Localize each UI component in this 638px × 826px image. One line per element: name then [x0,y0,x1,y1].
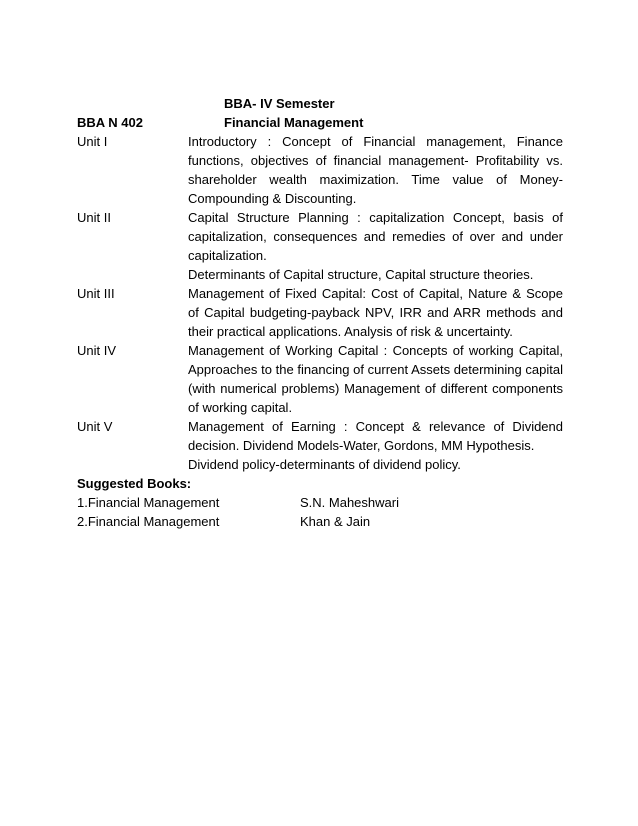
unit-label: Unit I [77,134,108,149]
unit-description [188,284,563,341]
unit-paragraph: Introductory : Concept of Financial management, Finance functions, objectives of financial management- Profitability vs. shareholder wealth maximization. Time value of Money- Compounding & Discounting. [188,134,563,206]
unit-label: Unit V [77,419,113,434]
suggested-books-heading: Suggested Books: [77,476,192,491]
book-item [77,512,563,531]
book-author: S.N. Maheshwari [300,495,399,510]
unit-label: Unit II [77,210,111,225]
unit-paragraph: Determinants of Capital structure, Capital structure theories. [188,267,534,282]
unit-row [77,284,563,341]
unit-label: Unit IV [77,343,117,358]
course-code: BBA N 402 [77,115,143,130]
unit-paragraph: Capital Structure Planning : capitalization Concept, basis of capitalization, consequences and remedies of over and under capitalization. [188,210,563,263]
unit-row [77,417,563,474]
unit-paragraph: Management of Earning : Concept & relevance of Dividend decision. Dividend Models-Water, Gordons, MM Hypothesis. [188,419,563,453]
unit-paragraph: Dividend policy-determinants of dividend policy. [188,457,461,472]
unit-description [188,208,563,284]
book-title: 2.Financial Management [77,514,220,529]
unit-description [188,341,563,417]
book-title: 1.Financial Management [77,495,220,510]
unit-description [188,417,563,474]
unit-row [77,208,563,284]
semester-heading: BBA- IV Semester [224,96,335,111]
unit-description [188,132,563,208]
unit-paragraph: Management of Fixed Capital: Cost of Capital, Nature & Scope of Capital budgeting-payback NPV, IRR and ARR methods and their practical applications. Analysis of risk & uncertainty. [188,286,563,339]
unit-label: Unit III [77,286,115,301]
unit-paragraph: Management of Working Capital : Concepts of working Capital, Approaches to the financing of current Assets determining capital (with numerical problems) Management of different components of working capital. [188,343,563,415]
course-header-row [77,113,563,132]
unit-row [77,341,563,417]
course-title: Financial Management [224,115,364,130]
book-author: Khan & Jain [300,514,371,529]
unit-row [77,132,563,208]
document-page [77,94,563,531]
book-item [77,493,563,512]
